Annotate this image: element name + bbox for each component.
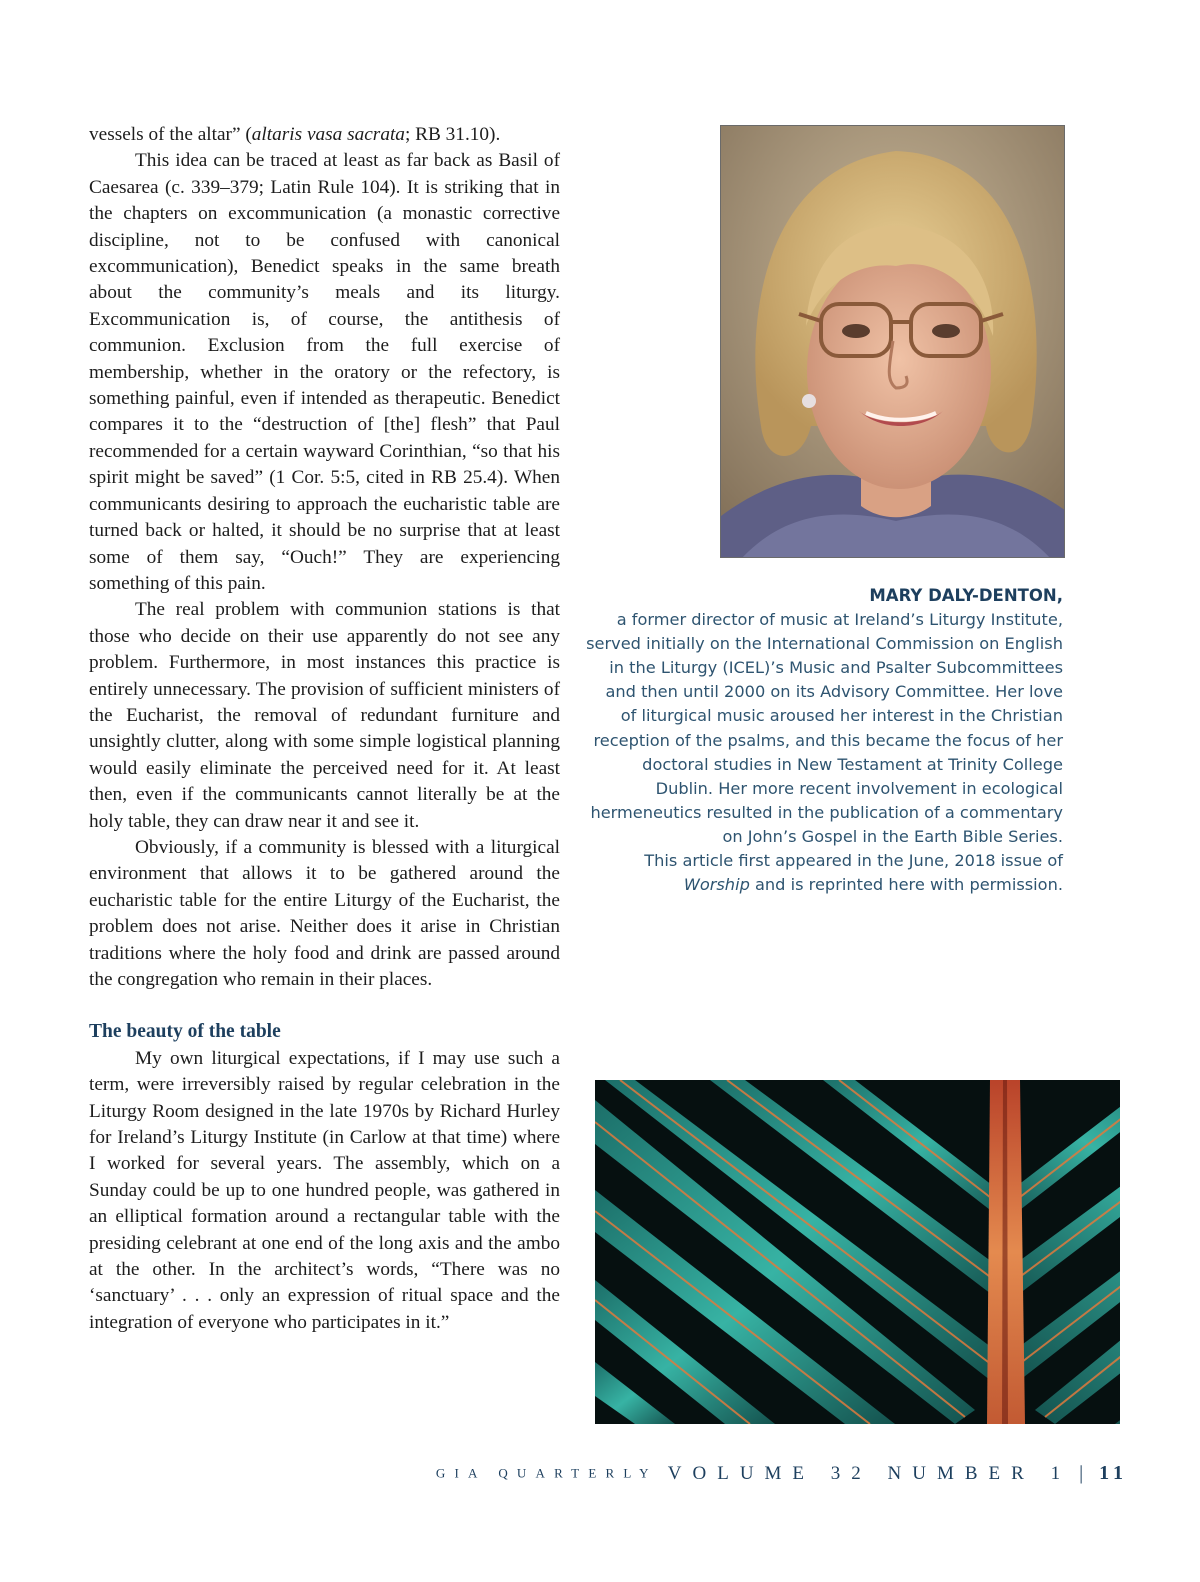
author-bio [585, 584, 1063, 897]
paragraph-4: Obviously, if a community is blessed with a liturgical environment that allows it to be gathered around the eucharistic table for the entire Liturgy of the Eucharist, the problem does not arise. Neither does it arise in Christian traditions where the holy food and drink are passed around the congregation who remain in their places. [89, 836, 560, 990]
latin-phrase: altaris vasa sacrata [251, 124, 405, 145]
volume-number: VOLUME 32 NUMBER 1 [667, 1462, 1072, 1484]
article-column [89, 122, 560, 1336]
portrait-photo [721, 126, 1065, 558]
publication-name: GIA QUARTERLY [435, 1465, 658, 1481]
author-name: MARY DALY-DENTON, [869, 586, 1063, 605]
section-heading: The beauty of the table [89, 1021, 281, 1043]
page-footer [436, 1462, 1128, 1485]
palm-leaf-photo [595, 1080, 1120, 1424]
paragraph-2: This idea can be traced at least as far back as Basil of Caesarea (c. 339–379; Latin Rule 104). It is striking that in the chapters on excommunication (a monastic corrective discipline, not to be confused with canonical excommunication), Benedict speaks in the same breath about the community’s meals and its liturgy. Excommunication is, of course, the antithesis of communion. Exclusion from the full exercise of membership, whether in the oratory or the refectory, is something painful, even if intended as therapeutic. Benedict compares it to the “destruction of [the] flesh” that Paul recommended for a certain wayward Corinthian, “so that his spirit might be saved” (1 Cor. 5:5, cited in RB 25.4). When communicants desiring to approach the eucharistic table are turned back or halted, it should be no surprise that at least some of them say, “Ouch!” They are experiencing something of this pain. [89, 150, 560, 594]
paragraph-1: vessels of the altar” (altaris vasa sacrata; RB 31.10). [89, 124, 501, 145]
reprint-note: This article first appeared in the June, 2018 issue of Worship and is reprinted here with permission. [644, 851, 1063, 895]
footer-separator: | [1079, 1462, 1084, 1484]
paragraph-5: My own liturgical expectations, if I may use such a term, were irreversibly raised by regular celebration in the Liturgy Room designed in the late 1970s by Richard Hurley for Ireland’s Liturgy Institute (in Carlow at that time) where I worked for several years. The assembly, which on a Sunday could be up to one hundred people, was gathered in an elliptical formation around a rectangular table with the presiding celebrant at one end of the long axis and the ambo at the other. In the architect’s words, “There was no ‘sanctuary’ . . . only an expression of ritual space and the integration of everyone who participates in it.” [89, 1047, 560, 1333]
paragraph-3: The real problem with communion stations is that those who decide on their use apparently do not see any problem. Furthermore, in most instances this practice is entirely unnecessary. The provision of sufficient ministers of the Eucharist, the removal of redundant furniture and unsightly clutter, along with some simple logistical planning would easily eliminate the perceived need for it. At least then, even if the communicants cannot literally be at the holy table, they can draw near it and see it. [89, 599, 560, 832]
journal-title: Worship [683, 875, 750, 895]
bio-text: a former director of music at Ireland’s Liturgy Institute, served initially on the International Commission on English in the Liturgy (ICEL)’s Music and Psalter Subcommittees and then until 2000 on its Advisory Committee. Her love of liturgical music aroused her interest in the Christian reception of the psalms, and this became the focus of her doctoral studies in New Testament at Trinity College Dublin. Her more recent involvement in ecological hermeneutics resulted in the publication of a commentary on John’s Gospel in the Earth Bible Series. [586, 610, 1063, 846]
palm-leaf-art [595, 1080, 1120, 1424]
page-number: 11 [1099, 1462, 1128, 1484]
author-portrait [720, 125, 1065, 558]
